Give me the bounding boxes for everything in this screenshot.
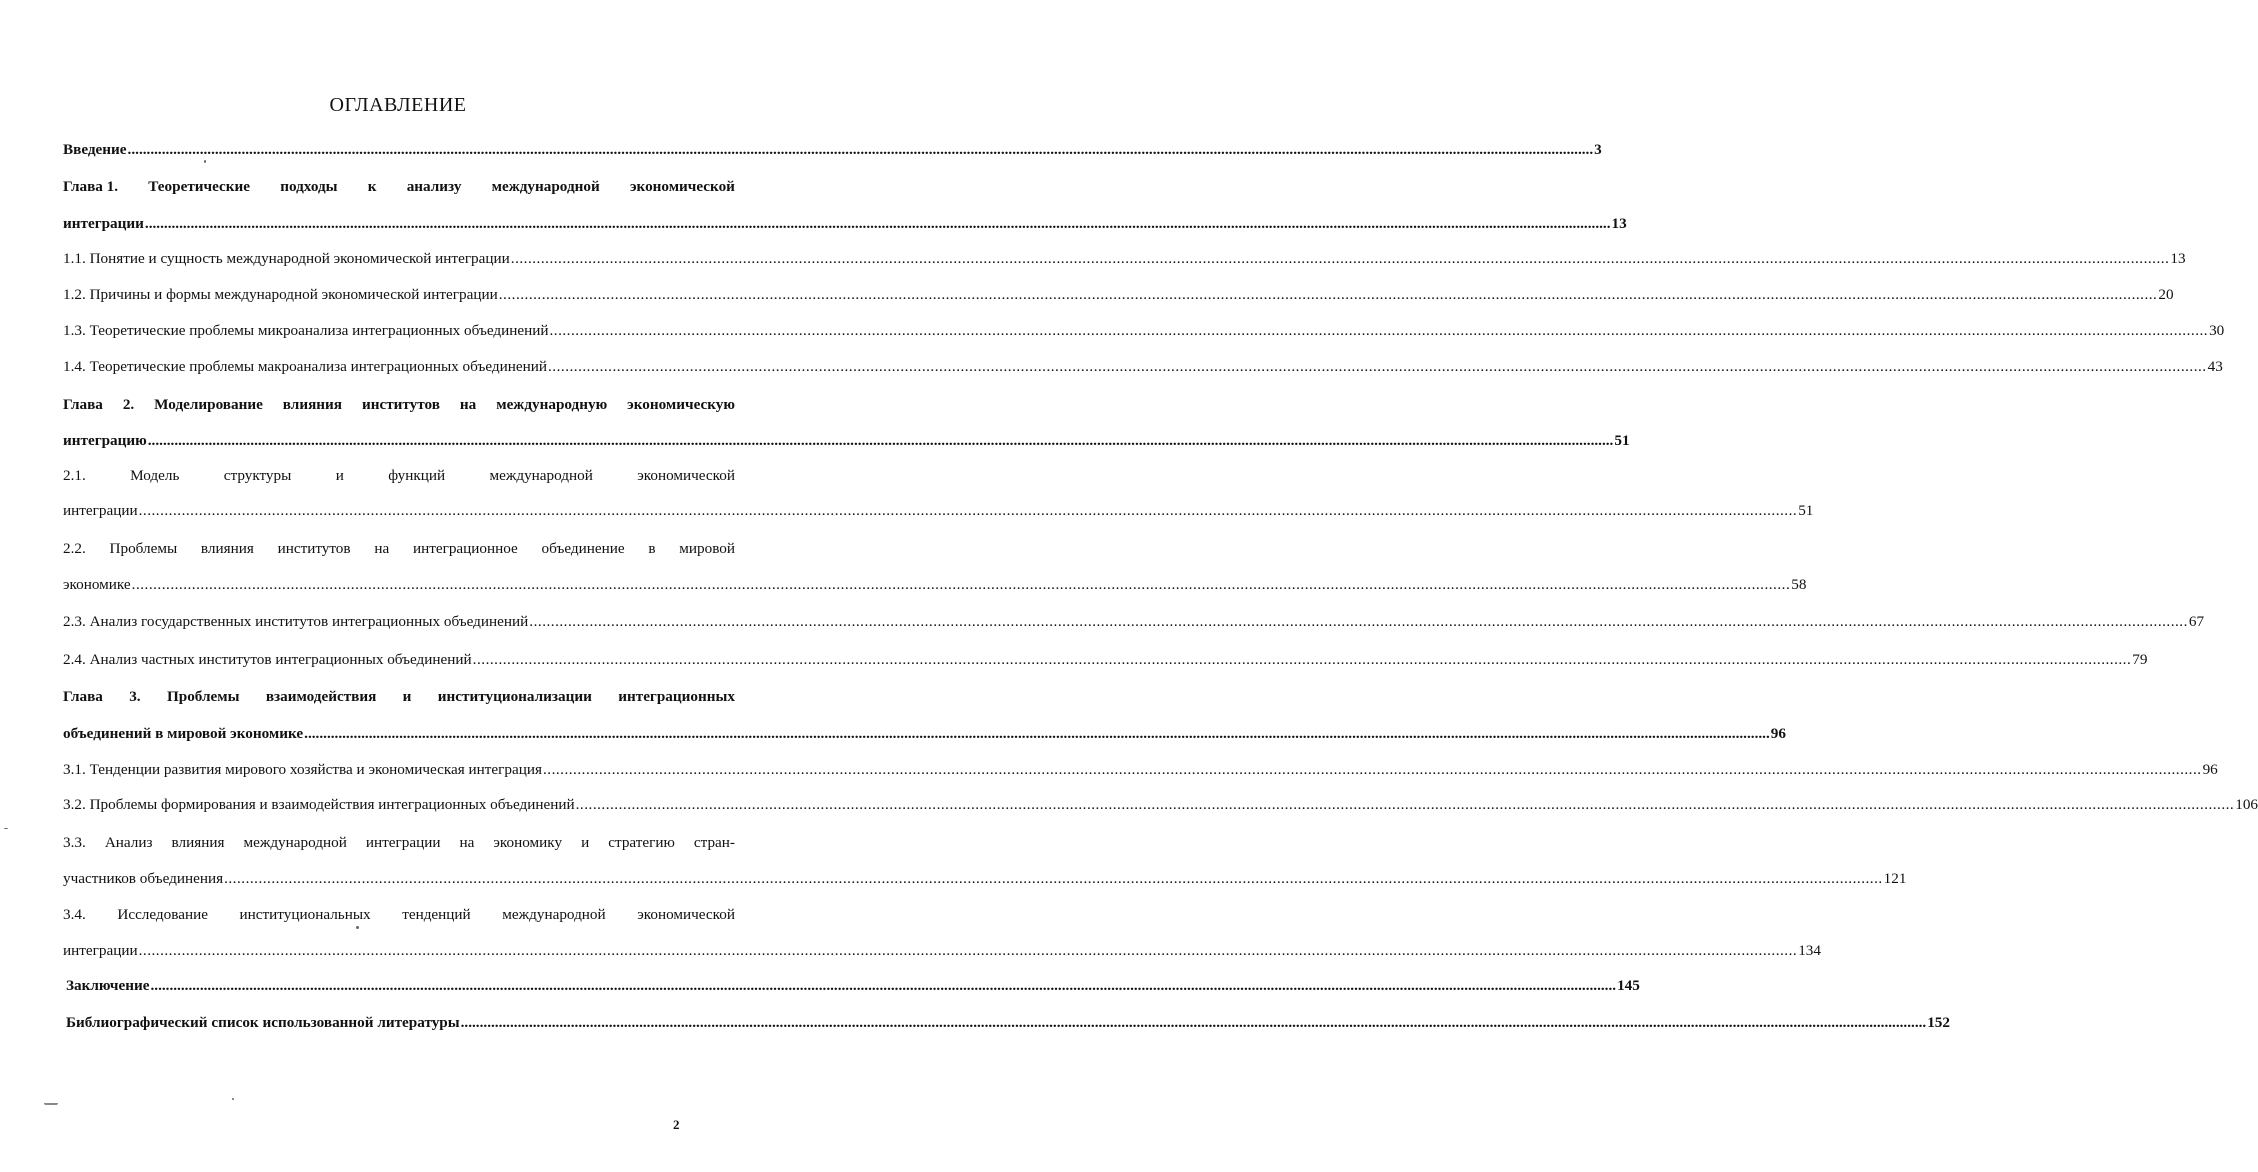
toc-leader: .................................................................................................................................................................................................................................................................................................................................................................................................. [224,870,1883,887]
toc-word: 3.3. [63,834,86,851]
toc-entry-title: 3.1. Тенденции развития мирового хозяйства и экономическая интеграция [63,761,542,778]
toc-word: экономической [637,906,735,923]
toc-word: мировой [679,540,735,557]
toc-chapter2-line1 [63,396,735,414]
toc-chapter1-line2 [63,215,1627,233]
toc-leader: .................................................................................................................................................................................................................................................................................................................................................................................................. [542,761,2202,778]
scan-speck [4,828,8,829]
toc-leader: .................................................................................................................................................................................................................................................................................................................................................................................................. [150,977,1617,994]
toc-word: анализу [406,178,462,195]
toc-leader: .................................................................................................................................................................................................................................................................................................................................................................................................. [138,942,1798,959]
toc-word: стратегию [608,834,675,851]
toc-word: на [459,396,477,413]
toc-word: институтов [361,396,440,413]
toc-chapter2-line2 [63,432,1630,450]
toc-entry-title: интеграции [63,215,144,232]
toc-entry-3-4-line2 [63,942,1821,960]
toc-word: на [459,834,475,851]
toc-entry-title: 1.3. Теоретические проблемы микроанализа интеграционных объединений [63,322,549,339]
toc-word: Моделирование [154,396,263,413]
toc-leader: .................................................................................................................................................................................................................................................................................................................................................................................................. [498,286,2158,303]
toc-entry-title: 1.2. Причины и формы международной экономической интеграции [63,286,498,303]
toc-page-number: 152 [1927,1014,1950,1031]
toc-word: на [374,540,390,557]
scan-speck [204,160,206,163]
toc-entry-3-4-line1 [63,906,735,924]
toc-word: взаимодействия [265,688,377,705]
toc-page-number: 30 [2209,322,2225,339]
toc-entry-title: участников объединения [63,870,224,887]
toc-leader: .................................................................................................................................................................................................................................................................................................................................................................................................. [548,358,2207,375]
toc-entry-title: 2.3. Анализ государственных институтов интеграционных объединений [63,613,529,630]
toc-word: и [335,467,344,484]
toc-page-number: 79 [2132,651,2148,668]
toc-leader: .................................................................................................................................................................................................................................................................................................................................................................................................. [575,796,2235,813]
toc-word: в [648,540,656,557]
toc-entry-1-3 [63,322,2225,340]
toc-page-number: 121 [1883,870,1907,887]
toc-entry-title: Введение [63,141,127,158]
toc-word: к [367,178,377,195]
toc-entry-title: 1.4. Теоретические проблемы макроанализа интеграционных объединений [63,358,547,375]
toc-chapter3-line1 [63,688,735,706]
toc-entry-2-1-line1 [63,467,735,485]
toc-page-number: 106 [2235,796,2258,813]
toc-entry-1-4 [63,358,2223,376]
toc-page-number: 43 [2207,358,2223,375]
toc-word: интеграции [365,834,441,851]
toc-word: институтов [277,540,351,557]
toc-chapter3-line2 [63,725,1786,743]
toc-word: тенденций [402,906,471,923]
toc-word: международной [502,906,606,923]
toc-word: международной [491,178,600,195]
toc-entry-2-1-line2 [63,502,1814,520]
toc-page-number: 67 [2188,613,2205,630]
toc-entry-title: экономике [63,576,131,593]
toc-leader: .................................................................................................................................................................................................................................................................................................................................................................................................. [147,432,1614,449]
scan-speck [44,1103,58,1105]
toc-entry-2-2-line2 [63,576,1807,594]
toc-page-number: 145 [1617,977,1640,994]
toc-entry-title: интеграции [63,502,138,519]
toc-word: институционализации [437,688,592,705]
toc-entry-bibliography [66,1014,1950,1032]
toc-entry-2-4 [63,651,2148,669]
toc-leader: .................................................................................................................................................................................................................................................................................................................................................................................................. [549,322,2209,339]
toc-leader: .................................................................................................................................................................................................................................................................................................................................................................................................. [138,502,1798,519]
toc-word: Глава [63,396,103,413]
toc-entry-title: 1.1. Понятие и сущность международной экономической интеграции [63,250,510,267]
toc-leader: .................................................................................................................................................................................................................................................................................................................................................................................................. [472,651,2132,668]
toc-page-number: 134 [1798,942,1821,959]
toc-word: Модель [130,467,180,484]
toc-page-number: 58 [1791,576,1807,593]
toc-page-number: 96 [1770,725,1786,742]
toc-entry-3-3-line2 [63,870,1907,888]
toc-entry-title: интеграцию [63,432,147,449]
toc-page-number: 13 [1611,215,1627,232]
toc-page-number: 51 [1614,432,1630,449]
toc-chapter1-line1 [63,178,735,196]
toc-entry-3-3-line1 [63,834,735,852]
toc-leader: .................................................................................................................................................................................................................................................................................................................................................................................................. [144,215,1611,232]
toc-entry-3-2 [63,796,2258,814]
toc-word: стран- [693,834,735,851]
toc-word: и [402,688,412,705]
toc-entry-title: Библиографический список использованной литературы [66,1014,460,1031]
toc-word: экономической [637,467,735,484]
toc-word: экономическую [627,396,735,413]
page-title: ОГЛАВЛЕНИЕ [329,94,467,116]
toc-word: интеграционное [412,540,518,557]
toc-page-number: 3 [1594,141,1602,158]
toc-word: 2. [122,396,135,413]
toc-word: и [581,834,590,851]
toc-word: экономику [493,834,563,851]
toc-entry-2-2-line1 [63,540,735,558]
toc-entry-title: 3.2. Проблемы формирования и взаимодействия интеграционных объединений [63,796,575,813]
toc-word: объединение [541,540,625,557]
toc-word: структуры [223,467,292,484]
toc-word: интеграционных [618,688,735,705]
toc-word: влияния [200,540,254,557]
toc-page-number: 96 [2202,761,2218,778]
toc-word: влияния [282,396,343,413]
toc-page-number: 51 [1798,502,1814,519]
toc-entry-title: Заключение [66,977,150,994]
toc-word: Исследование [117,906,208,923]
toc-leader: .................................................................................................................................................................................................................................................................................................................................................................................................. [460,1014,1927,1031]
toc-word: Глава 1. [63,178,119,195]
toc-leader: .................................................................................................................................................................................................................................................................................................................................................................................................. [510,250,2170,267]
toc-entry-conclusion [66,977,1640,995]
toc-word: институциональных [239,906,371,923]
toc-page-number: 20 [2158,286,2174,303]
toc-leader: .................................................................................................................................................................................................................................................................................................................................................................................................. [131,576,1791,593]
toc-word: Проблемы [109,540,178,557]
toc-word: международной [489,467,593,484]
toc-word: функций [388,467,446,484]
scan-speck [232,1098,234,1100]
toc-word: экономической [629,178,735,195]
toc-entry-3-1 [63,761,2218,779]
toc-leader: .................................................................................................................................................................................................................................................................................................................................................................................................. [127,141,1594,158]
toc-leader: .................................................................................................................................................................................................................................................................................................................................................................................................. [304,725,1770,742]
page-number: 2 [673,1117,680,1132]
toc-entry-title: интеграции [63,942,138,959]
toc-word: 2.1. [63,467,86,484]
toc-word: 2.2. [63,540,86,557]
toc-entry-title: 2.4. Анализ частных институтов интеграционных объединений [63,651,472,668]
toc-word: Проблемы [166,688,240,705]
toc-word: подходы [280,178,338,195]
toc-page-number: 13 [2170,250,2186,267]
toc-word: Глава [63,688,103,705]
toc-word: Анализ [104,834,153,851]
toc-word: международную [496,396,608,413]
toc-entry-1-2 [63,286,2174,304]
toc-entry-2-3 [63,613,2205,631]
toc-word: Теоретические [148,178,251,195]
toc-entry-intro [63,141,1602,159]
toc-word: международной [243,834,347,851]
toc-entry-title: объединений в мировой экономике [63,725,304,742]
toc-word: влияния [171,834,225,851]
toc-word: 3.4. [63,906,86,923]
toc-word: 3. [129,688,141,705]
toc-entry-1-1 [63,250,2186,268]
scan-speck [356,926,359,929]
toc-leader: .................................................................................................................................................................................................................................................................................................................................................................................................. [529,613,2188,630]
